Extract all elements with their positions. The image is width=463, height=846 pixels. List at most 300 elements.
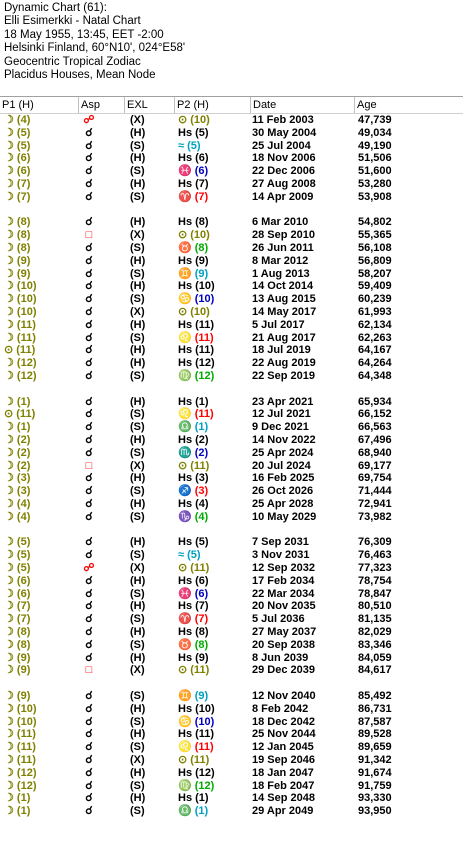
cell-aspect-icon: ☌ bbox=[85, 306, 93, 318]
cell-age: 53,908 bbox=[358, 190, 392, 203]
cell-p2: ≈ (5) bbox=[178, 549, 201, 562]
cell-exl: (S) bbox=[130, 741, 145, 754]
cell-date: 12 Jul 2021 bbox=[252, 408, 311, 421]
cell-date: 8 Mar 2012 bbox=[252, 254, 309, 267]
table-row[interactable] bbox=[0, 485, 463, 498]
cell-aspect-icon: □ bbox=[85, 229, 93, 242]
cell-age: 65,934 bbox=[358, 395, 392, 408]
cell-aspect-icon: ☌ bbox=[85, 434, 93, 446]
cell-exl: (H) bbox=[130, 216, 146, 229]
cell-exl: (S) bbox=[130, 190, 145, 203]
cell-p1: ☽ (3) bbox=[4, 485, 31, 498]
cell-p2: ♊ (9) bbox=[178, 267, 209, 280]
cell-date: 1 Aug 2013 bbox=[252, 267, 310, 280]
cell-age: 66,152 bbox=[358, 408, 392, 421]
cell-p1: ☽ (6) bbox=[4, 152, 31, 165]
cell-p1: ☽ (5) bbox=[4, 139, 31, 152]
cell-p2: Hs (11) bbox=[178, 728, 215, 741]
cell-p2: ♏ (2) bbox=[178, 446, 209, 459]
cell-date: 27 May 2037 bbox=[252, 626, 317, 638]
table-row[interactable] bbox=[0, 728, 463, 741]
cell-aspect-icon: ☌ bbox=[85, 741, 93, 754]
cell-age: 77,323 bbox=[358, 562, 392, 574]
cell-date: 3 Nov 2031 bbox=[252, 549, 310, 562]
cell-exl: (S) bbox=[130, 267, 145, 280]
cell-age: 58,207 bbox=[358, 267, 392, 280]
cell-age: 64,348 bbox=[358, 370, 392, 382]
cell-exl: (H) bbox=[130, 318, 146, 331]
cell-date: 8 Feb 2042 bbox=[252, 702, 309, 715]
cell-age: 47,739 bbox=[358, 114, 392, 126]
cell-exl: (X) bbox=[130, 459, 145, 472]
cell-p2: Hs (5) bbox=[178, 126, 209, 139]
cell-aspect-icon: ☌ bbox=[85, 165, 93, 178]
cell-p1: ☽ (9) bbox=[4, 664, 31, 677]
cell-age: 55,365 bbox=[358, 229, 392, 242]
table-row[interactable] bbox=[0, 434, 463, 447]
table-row[interactable] bbox=[0, 460, 463, 473]
cell-aspect-icon: ☌ bbox=[85, 498, 93, 510]
cell-age: 81,135 bbox=[358, 613, 392, 626]
table-row[interactable] bbox=[0, 114, 463, 127]
cell-p1: ☽ (8) bbox=[4, 229, 31, 242]
cell-p2: Hs (1) bbox=[178, 792, 209, 805]
cell-exl: (H) bbox=[130, 434, 146, 446]
cell-exl: (H) bbox=[130, 472, 146, 485]
cell-exl: (S) bbox=[130, 549, 145, 562]
cell-aspect-icon: ☌ bbox=[85, 318, 93, 331]
cell-exl: (X) bbox=[130, 754, 145, 766]
table-row[interactable] bbox=[0, 780, 463, 793]
cell-p1: ☽ (4) bbox=[4, 510, 31, 523]
cell-p1: ☽ (5) bbox=[4, 536, 31, 549]
table-row[interactable] bbox=[0, 127, 463, 140]
cell-age: 76,463 bbox=[358, 549, 392, 562]
cell-age: 91,674 bbox=[358, 766, 392, 779]
dynamic-chart-table bbox=[0, 96, 463, 846]
cell-age: 59,409 bbox=[358, 280, 392, 293]
cell-p1: ☽ (1) bbox=[4, 792, 31, 805]
cell-exl: (H) bbox=[130, 728, 146, 741]
cell-exl: (X) bbox=[130, 306, 145, 318]
cell-p2: ♋ (10) bbox=[178, 715, 215, 728]
cell-age: 93,330 bbox=[358, 792, 392, 805]
table-row[interactable] bbox=[0, 216, 463, 229]
cell-aspect-icon: ☌ bbox=[85, 139, 93, 152]
cell-exl: (S) bbox=[130, 139, 145, 152]
cell-p2: ⊙ (11) bbox=[178, 754, 210, 766]
cell-aspect-icon: ☌ bbox=[85, 574, 93, 587]
cell-age: 78,754 bbox=[358, 574, 392, 587]
cell-p2: ♎ (1) bbox=[178, 805, 209, 818]
cell-exl: (S) bbox=[130, 293, 145, 306]
cell-p1: ☽ (6) bbox=[4, 165, 31, 178]
table-row[interactable] bbox=[0, 357, 463, 370]
cell-exl: (S) bbox=[130, 779, 145, 792]
cell-age: 61,993 bbox=[358, 306, 392, 318]
cell-date: 30 May 2004 bbox=[252, 126, 317, 139]
table-row[interactable] bbox=[0, 191, 463, 204]
cell-p1: ☽ (3) bbox=[4, 472, 31, 485]
column-header-p2[interactable]: P2 (H) bbox=[174, 97, 250, 113]
cell-date: 10 May 2029 bbox=[252, 510, 317, 523]
table-row[interactable] bbox=[0, 332, 463, 345]
cell-p1: ☽ (2) bbox=[4, 434, 31, 446]
header-title: Dynamic Chart (61): bbox=[4, 2, 107, 14]
cell-age: 72,941 bbox=[358, 498, 392, 510]
table-row[interactable] bbox=[0, 293, 463, 306]
cell-date: 17 Feb 2034 bbox=[252, 574, 315, 587]
cell-p2: ♌ (11) bbox=[178, 408, 214, 421]
cell-p1: ☽ (1) bbox=[4, 421, 31, 434]
cell-date: 25 Apr 2024 bbox=[252, 446, 314, 459]
cell-exl: (H) bbox=[130, 254, 146, 267]
table-row[interactable] bbox=[0, 280, 463, 293]
cell-p2: ♊ (9) bbox=[178, 690, 209, 702]
table-row[interactable] bbox=[0, 562, 463, 575]
cell-p1: ☽ (11) bbox=[4, 318, 36, 331]
cell-p1: ☽ (10) bbox=[4, 293, 37, 306]
table-row[interactable] bbox=[0, 588, 463, 601]
cell-p2: Hs (6) bbox=[178, 574, 209, 587]
cell-aspect-icon: ☍ bbox=[83, 562, 95, 574]
cell-date: 26 Oct 2026 bbox=[252, 485, 314, 498]
cell-p1: ☽ (9) bbox=[4, 690, 31, 702]
cell-age: 54,802 bbox=[358, 216, 392, 229]
table-row[interactable] bbox=[0, 690, 463, 703]
cell-p2: ♈ (7) bbox=[178, 613, 209, 626]
cell-p2: Hs (10) bbox=[178, 280, 215, 293]
cell-p1: ☽ (5) bbox=[4, 549, 31, 562]
column-header-date[interactable]: Date bbox=[250, 97, 354, 113]
cell-p2: Hs (9) bbox=[178, 254, 209, 267]
cell-p2: ♉ (8) bbox=[178, 242, 209, 254]
cell-aspect-icon: □ bbox=[85, 664, 93, 677]
cell-date: 19 Sep 2046 bbox=[252, 754, 315, 766]
cell-date: 12 Jan 2045 bbox=[252, 741, 314, 754]
table-row[interactable] bbox=[0, 754, 463, 767]
cell-p2: Hs (12) bbox=[178, 357, 215, 370]
header-chart-name: Elli Esimerkki - Natal Chart bbox=[4, 15, 141, 28]
cell-date: 12 Sep 2032 bbox=[252, 562, 315, 574]
cell-exl: (S) bbox=[130, 165, 145, 178]
table-row[interactable] bbox=[0, 140, 463, 153]
cell-aspect-icon: ☌ bbox=[85, 152, 93, 165]
cell-p1: ⊙ (11) bbox=[4, 408, 36, 421]
table-row[interactable] bbox=[0, 536, 463, 549]
table-row[interactable] bbox=[0, 344, 463, 357]
cell-p2: Hs (11) bbox=[178, 344, 215, 357]
cell-age: 91,342 bbox=[358, 754, 392, 766]
table-row[interactable] bbox=[0, 268, 463, 281]
cell-exl: (S) bbox=[130, 690, 145, 702]
cell-date: 8 Jun 2039 bbox=[252, 651, 309, 664]
cell-p2: Hs (5) bbox=[178, 536, 209, 549]
cell-p1: ☽ (9) bbox=[4, 254, 31, 267]
cell-aspect-icon: ☌ bbox=[85, 715, 93, 728]
header-zodiac: Geocentric Tropical Zodiac bbox=[4, 55, 141, 68]
table-row[interactable] bbox=[0, 652, 463, 665]
cell-p2: ⊙ (11) bbox=[178, 562, 210, 574]
cell-aspect-icon: ☌ bbox=[85, 190, 93, 203]
chart-header bbox=[4, 2, 185, 82]
table-row[interactable] bbox=[0, 447, 463, 460]
cell-exl: (H) bbox=[130, 766, 146, 779]
cell-aspect-icon: ☍ bbox=[83, 114, 95, 126]
cell-aspect-icon: ☌ bbox=[85, 485, 93, 498]
cell-exl: (H) bbox=[130, 536, 146, 549]
cell-p1: ☽ (4) bbox=[4, 498, 31, 510]
table-row[interactable] bbox=[0, 152, 463, 165]
cell-aspect-icon: □ bbox=[85, 459, 93, 472]
cell-p1: ☽ (12) bbox=[4, 766, 37, 779]
cell-exl: (S) bbox=[130, 715, 145, 728]
cell-age: 49,190 bbox=[358, 139, 392, 152]
cell-aspect-icon: ☌ bbox=[85, 280, 93, 293]
cell-p2: ♌ (11) bbox=[178, 331, 214, 344]
cell-date: 14 Sep 2048 bbox=[252, 792, 315, 805]
cell-aspect-icon: ☌ bbox=[85, 331, 93, 344]
cell-p1: ☽ (6) bbox=[4, 587, 31, 600]
table-row[interactable] bbox=[0, 255, 463, 268]
table-row[interactable] bbox=[0, 178, 463, 191]
column-header-p1[interactable]: P1 (H) bbox=[2, 99, 34, 111]
cell-p1: ☽ (5) bbox=[4, 126, 31, 139]
cell-exl: (X) bbox=[130, 562, 145, 574]
cell-age: 84,617 bbox=[358, 664, 392, 677]
cell-age: 86,731 bbox=[358, 702, 392, 715]
cell-age: 49,034 bbox=[358, 126, 392, 139]
table-row[interactable] bbox=[0, 396, 463, 409]
cell-p2: Hs (6) bbox=[178, 152, 209, 165]
table-row[interactable] bbox=[0, 498, 463, 511]
cell-age: 69,177 bbox=[358, 459, 392, 472]
cell-exl: (H) bbox=[130, 395, 146, 408]
cell-date: 18 Nov 2006 bbox=[252, 152, 316, 165]
cell-exl: (H) bbox=[130, 344, 146, 357]
table-row[interactable] bbox=[0, 306, 463, 319]
cell-date: 22 Mar 2034 bbox=[252, 587, 315, 600]
table-row[interactable] bbox=[0, 741, 463, 754]
cell-p2: ♑ (4) bbox=[178, 510, 209, 523]
cell-p2: ♌ (11) bbox=[178, 741, 214, 754]
cell-age: 51,506 bbox=[358, 152, 392, 165]
cell-p1: ☽ (11) bbox=[4, 754, 36, 766]
cell-p1: ⊙ (11) bbox=[4, 344, 36, 357]
cell-exl: (H) bbox=[130, 651, 146, 664]
cell-p1: ☽ (12) bbox=[4, 370, 37, 382]
table-row[interactable] bbox=[0, 716, 463, 729]
cell-aspect-icon: ☌ bbox=[85, 178, 93, 190]
cell-aspect-icon: ☌ bbox=[85, 754, 93, 766]
cell-exl: (S) bbox=[130, 485, 145, 498]
cell-exl: (H) bbox=[130, 702, 146, 715]
cell-p1: ☽ (7) bbox=[4, 190, 31, 203]
cell-date: 18 Jul 2019 bbox=[252, 344, 311, 357]
cell-age: 82,029 bbox=[358, 626, 392, 638]
table-row[interactable] bbox=[0, 319, 463, 332]
table-row[interactable] bbox=[0, 408, 463, 421]
cell-age: 56,108 bbox=[358, 242, 392, 254]
table-row[interactable] bbox=[0, 511, 463, 524]
cell-aspect-icon: ☌ bbox=[85, 395, 93, 408]
header-houses: Placidus Houses, Mean Node bbox=[4, 69, 156, 82]
cell-age: 76,309 bbox=[358, 536, 392, 549]
cell-p2: ♉ (8) bbox=[178, 638, 209, 651]
table-row[interactable] bbox=[0, 165, 463, 178]
cell-date: 22 Sep 2019 bbox=[252, 370, 315, 382]
cell-p1: ☽ (1) bbox=[4, 395, 31, 408]
cell-p2: Hs (12) bbox=[178, 766, 215, 779]
cell-p1: ☽ (7) bbox=[4, 600, 31, 613]
cell-exl: (H) bbox=[130, 280, 146, 293]
cell-date: 6 Mar 2010 bbox=[252, 216, 309, 229]
table-row[interactable] bbox=[0, 242, 463, 255]
cell-date: 25 Nov 2044 bbox=[252, 728, 316, 741]
table-row[interactable] bbox=[0, 703, 463, 716]
cell-p1: ☽ (8) bbox=[4, 626, 31, 638]
cell-date: 20 Jul 2024 bbox=[252, 459, 311, 472]
cell-p1: ☽ (4) bbox=[4, 114, 31, 126]
cell-age: 87,587 bbox=[358, 715, 392, 728]
cell-p1: ☽ (12) bbox=[4, 779, 37, 792]
cell-exl: (S) bbox=[130, 446, 145, 459]
cell-exl: (S) bbox=[130, 408, 145, 421]
cell-p1: ☽ (11) bbox=[4, 728, 36, 741]
table-row[interactable] bbox=[0, 767, 463, 780]
cell-age: 89,659 bbox=[358, 741, 392, 754]
table-row[interactable] bbox=[0, 639, 463, 652]
cell-p2: Hs (1) bbox=[178, 395, 209, 408]
cell-age: 84,059 bbox=[358, 651, 392, 664]
cell-p2: ♍ (12) bbox=[178, 779, 215, 792]
cell-p2: ⊙ (11) bbox=[178, 459, 210, 472]
table-row[interactable] bbox=[0, 792, 463, 805]
cell-exl: (X) bbox=[130, 664, 145, 677]
cell-p1: ☽ (7) bbox=[4, 613, 31, 626]
table-row[interactable] bbox=[0, 613, 463, 626]
cell-exl: (S) bbox=[130, 242, 145, 254]
spacer-row bbox=[0, 383, 463, 396]
table-row[interactable] bbox=[0, 472, 463, 485]
cell-p2: Hs (8) bbox=[178, 216, 209, 229]
table-row[interactable] bbox=[0, 549, 463, 562]
cell-p2: Hs (7) bbox=[178, 600, 209, 613]
cell-age: 62,134 bbox=[358, 318, 392, 331]
cell-date: 25 Apr 2028 bbox=[252, 498, 314, 510]
cell-exl: (H) bbox=[130, 792, 146, 805]
cell-p1: ☽ (9) bbox=[4, 651, 31, 664]
cell-age: 80,510 bbox=[358, 600, 392, 613]
cell-aspect-icon: ☌ bbox=[85, 126, 93, 139]
cell-exl: (S) bbox=[130, 331, 145, 344]
table-row[interactable] bbox=[0, 805, 463, 818]
cell-aspect-icon: ☌ bbox=[85, 344, 93, 357]
cell-age: 71,444 bbox=[358, 485, 392, 498]
column-header-exl[interactable]: EXL bbox=[124, 97, 174, 113]
cell-exl: (X) bbox=[130, 114, 145, 126]
cell-aspect-icon: ☌ bbox=[85, 472, 93, 485]
cell-aspect-icon: ☌ bbox=[85, 766, 93, 779]
cell-age: 53,280 bbox=[358, 178, 392, 190]
cell-date: 11 Feb 2003 bbox=[252, 114, 314, 126]
cell-age: 64,167 bbox=[358, 344, 392, 357]
cell-p2: ⊙ (10) bbox=[178, 229, 210, 242]
column-header-age[interactable]: Age bbox=[354, 97, 463, 113]
cell-date: 20 Sep 2038 bbox=[252, 638, 315, 651]
spacer-row bbox=[0, 677, 463, 690]
cell-aspect-icon: ☌ bbox=[85, 408, 93, 421]
table-row[interactable] bbox=[0, 229, 463, 242]
cell-p2: Hs (2) bbox=[178, 434, 209, 446]
cell-p2: ♈ (7) bbox=[178, 190, 209, 203]
cell-p2: Hs (8) bbox=[178, 626, 209, 638]
cell-aspect-icon: ☌ bbox=[85, 779, 93, 792]
cell-p2: Hs (7) bbox=[178, 178, 209, 190]
cell-date: 18 Jan 2047 bbox=[252, 766, 314, 779]
cell-age: 83,346 bbox=[358, 638, 392, 651]
cell-exl: (S) bbox=[130, 421, 145, 434]
cell-date: 13 Aug 2015 bbox=[252, 293, 316, 306]
cell-aspect-icon: ☌ bbox=[85, 549, 93, 562]
cell-age: 93,950 bbox=[358, 805, 392, 818]
cell-aspect-icon: ☌ bbox=[85, 357, 93, 370]
cell-p1: ☽ (10) bbox=[4, 715, 37, 728]
cell-p2: Hs (10) bbox=[178, 702, 215, 715]
cell-date: 23 Apr 2021 bbox=[252, 395, 314, 408]
cell-aspect-icon: ☌ bbox=[85, 242, 93, 254]
cell-exl: (H) bbox=[130, 178, 146, 190]
cell-aspect-icon: ☌ bbox=[85, 728, 93, 741]
cell-age: 68,940 bbox=[358, 446, 392, 459]
table-row[interactable] bbox=[0, 626, 463, 639]
cell-aspect-icon: ☌ bbox=[85, 536, 93, 549]
cell-aspect-icon: ☌ bbox=[85, 805, 93, 818]
table-row[interactable] bbox=[0, 370, 463, 383]
cell-date: 5 Jul 2036 bbox=[252, 613, 305, 626]
table-row[interactable] bbox=[0, 664, 463, 677]
cell-exl: (S) bbox=[130, 370, 145, 382]
table-row[interactable] bbox=[0, 575, 463, 588]
cell-aspect-icon: ☌ bbox=[85, 267, 93, 280]
cell-p2: ⊙ (10) bbox=[178, 306, 210, 318]
cell-exl: (S) bbox=[130, 805, 145, 818]
cell-exl: (S) bbox=[130, 613, 145, 626]
cell-date: 12 Nov 2040 bbox=[252, 690, 316, 702]
cell-p1: ☽ (11) bbox=[4, 741, 36, 754]
cell-p1: ☽ (10) bbox=[4, 702, 37, 715]
cell-exl: (X) bbox=[130, 229, 145, 242]
cell-exl: (H) bbox=[130, 152, 146, 165]
cell-aspect-icon: ☌ bbox=[85, 254, 93, 267]
cell-exl: (H) bbox=[130, 600, 146, 613]
cell-date: 20 Nov 2035 bbox=[252, 600, 316, 613]
cell-date: 26 Jun 2011 bbox=[252, 242, 314, 254]
cell-p2: ♓ (6) bbox=[178, 165, 209, 178]
cell-date: 7 Sep 2031 bbox=[252, 536, 309, 549]
cell-date: 14 Apr 2009 bbox=[252, 190, 314, 203]
cell-p2: Hs (9) bbox=[178, 651, 209, 664]
cell-date: 14 May 2017 bbox=[252, 306, 317, 318]
cell-date: 27 Aug 2008 bbox=[252, 178, 316, 190]
cell-age: 89,528 bbox=[358, 728, 392, 741]
table-row[interactable] bbox=[0, 600, 463, 613]
cell-age: 62,263 bbox=[358, 331, 392, 344]
column-header-asp[interactable]: Asp bbox=[78, 97, 124, 113]
cell-p2: ≈ (5) bbox=[178, 139, 201, 152]
table-row[interactable] bbox=[0, 421, 463, 434]
cell-aspect-icon: ☌ bbox=[85, 293, 93, 306]
